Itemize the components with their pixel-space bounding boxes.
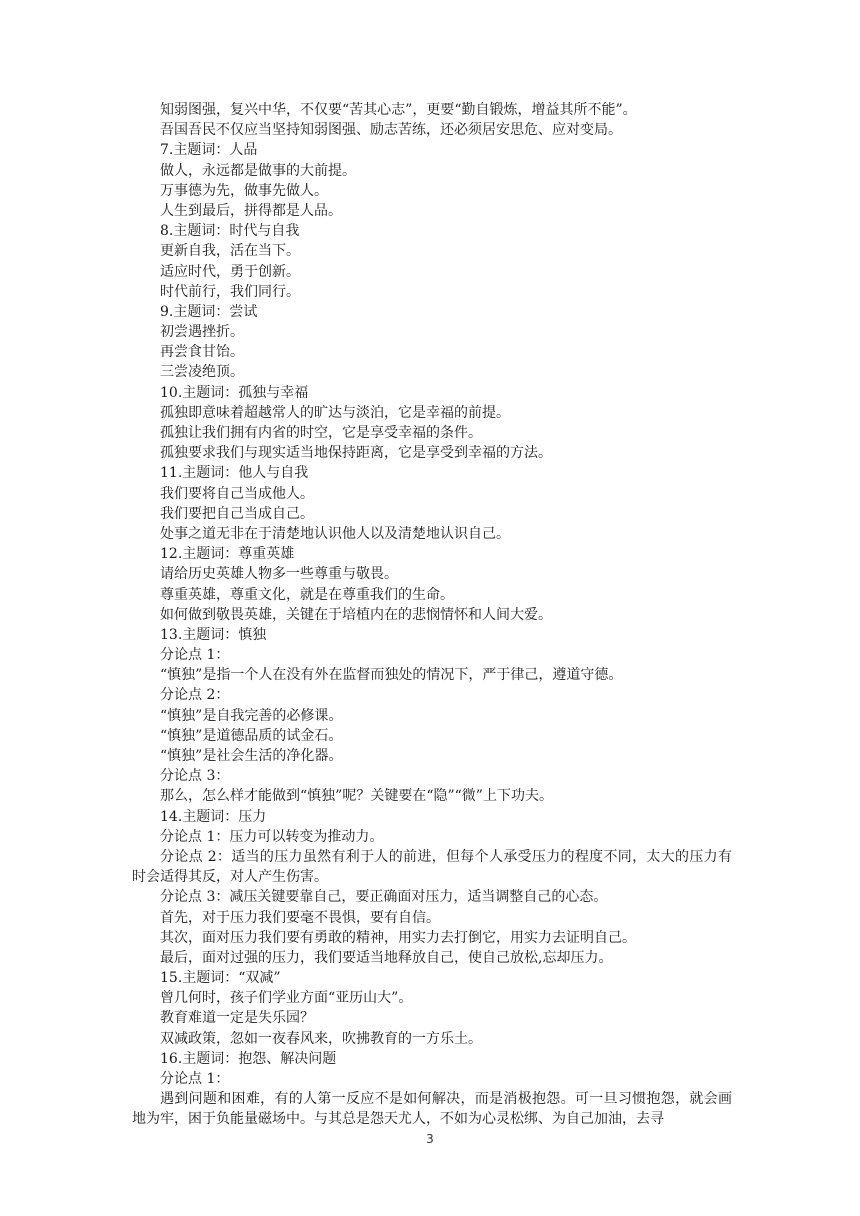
text-line: 时代前行，我们同行。 bbox=[160, 283, 300, 300]
text-line: 双减政策，忽如一夜春风来，吹拂教育的一方乐土。 bbox=[160, 1030, 482, 1047]
text-line: 11.主题词：他人与自我 bbox=[160, 465, 309, 482]
text-line: 12.主题词：尊重英雄 bbox=[160, 546, 295, 563]
text-line: 尊重英雄，尊重文化，就是在尊重我们的生命。 bbox=[160, 586, 454, 603]
text-line: 万事德为先，做事先做人。 bbox=[160, 182, 328, 199]
text-line: 8.主题词：时代与自我 bbox=[160, 223, 300, 240]
text-line: 分论点 3： bbox=[160, 768, 230, 785]
text-line: 9.主题词：尝试 bbox=[160, 303, 258, 320]
text-line: 处事之道无非在于清楚地认识他人以及清楚地认识自己。 bbox=[160, 525, 510, 542]
text-line: 知弱图强，复兴中华，不仅要“苦其心志”，更要“勤自锻炼，增益其所不能”。 bbox=[160, 102, 637, 118]
text-line: 分论点 2： bbox=[160, 687, 230, 704]
text-line: 孤独让我们拥有内省的时空，它是享受幸福的条件。 bbox=[160, 425, 482, 441]
text-line: 曾几何时，孩子们学业方面“亚历山大”。 bbox=[160, 990, 413, 1007]
text-line: 15.主题词：“双减” bbox=[160, 970, 281, 987]
text-line: “慎独”是社会生活的净化器。 bbox=[160, 748, 343, 764]
document-body bbox=[132, 100, 732, 1130]
text-line: 如何做到敬畏英雄，关键在于培植内在的悲悯情怀和人间大爱。 bbox=[160, 606, 552, 623]
text-line: 7.主题词：人品 bbox=[160, 142, 258, 159]
text-line: 吾国吾民不仅应当坚持知弱图强、励志苦练，还必须居安思危、应对变局。 bbox=[160, 122, 622, 139]
text-line: 适应时代，勇于创新。 bbox=[160, 263, 300, 280]
text-line: “慎独”是自我完善的必修课。 bbox=[160, 707, 343, 724]
text-line: 孤独要求我们与现实适当地保持距离，它是享受到幸福的方法。 bbox=[160, 445, 552, 462]
text-line: “慎独”是道德品质的试金石。 bbox=[160, 727, 343, 744]
text-line: 分论点 3：减压关键要靠自己，要正确面对压力，适当调整自己的心态。 bbox=[160, 889, 608, 906]
text-line: 请给历史英雄人物多一些尊重与敬畏。 bbox=[160, 566, 398, 583]
text-line: 最后，面对过强的压力，我们要适当地释放自己，使自己放松,忘却压力。 bbox=[160, 949, 613, 966]
text-line: 分论点 1： bbox=[160, 647, 230, 664]
text-line: 其次，面对压力我们要有勇敢的精神，用实力去打倒它，用实力去证明自己。 bbox=[160, 929, 636, 946]
text-line: 孤独即意味着超越常人的旷达与淡泊，它是幸福的前提。 bbox=[160, 404, 510, 421]
text-line: 13.主题词：慎独 bbox=[160, 626, 267, 643]
text-line: 做人，永远都是做事的大前提。 bbox=[160, 162, 356, 179]
text-line: 更新自我，活在当下。 bbox=[160, 243, 300, 260]
text-line: 首先，对于压力我们要毫不畏惧，要有自信。 bbox=[160, 909, 440, 926]
text-line: 14.主题词：压力 bbox=[160, 808, 267, 825]
text-line: 教育难道一定是失乐园？ bbox=[160, 1010, 314, 1027]
text-line: 我们要将自己当成他人。 bbox=[160, 485, 314, 502]
text-line: 分论点 1：压力可以转变为推动力。 bbox=[160, 828, 384, 845]
text-line: 我们要把自己当成自己。 bbox=[160, 505, 314, 522]
text-line: “慎独”是指一个人在没有外在监督而独处的情况下，严于律己，遵道守德。 bbox=[160, 667, 623, 684]
text-line: 三尝凌绝顶。 bbox=[160, 364, 244, 381]
paragraph: 遇到问题和困难，有的人第一反应不是如何解决，而是消极抱怨。可一旦习惯抱怨，就会画地为牢，困于负能量磁场中。与其总是怨天尤人，不如为心灵松绑、为自己加油，去寻 bbox=[132, 1091, 732, 1128]
text-line: 再尝食甘饴。 bbox=[160, 344, 244, 361]
text-line: 那么，怎么样才能做到“慎独”呢？关键要在“隐”“微”上下功夫。 bbox=[160, 788, 553, 805]
text-line: 人生到最后，拼得都是人品。 bbox=[160, 202, 342, 219]
text-line: 10.主题词：孤独与幸福 bbox=[160, 384, 309, 401]
text-line: 16.主题词：抱怨、解决问题 bbox=[160, 1050, 337, 1067]
text-line: 初尝遇挫折。 bbox=[160, 324, 244, 341]
page-number: 3 bbox=[426, 1132, 434, 1146]
paragraph: 分论点 2：适当的压力虽然有利于人的前进，但每个人承受压力的程度不同，太大的压力有时会适得其反，对人产生伤害。 bbox=[132, 848, 732, 886]
text-line: 分论点 1： bbox=[160, 1071, 230, 1088]
